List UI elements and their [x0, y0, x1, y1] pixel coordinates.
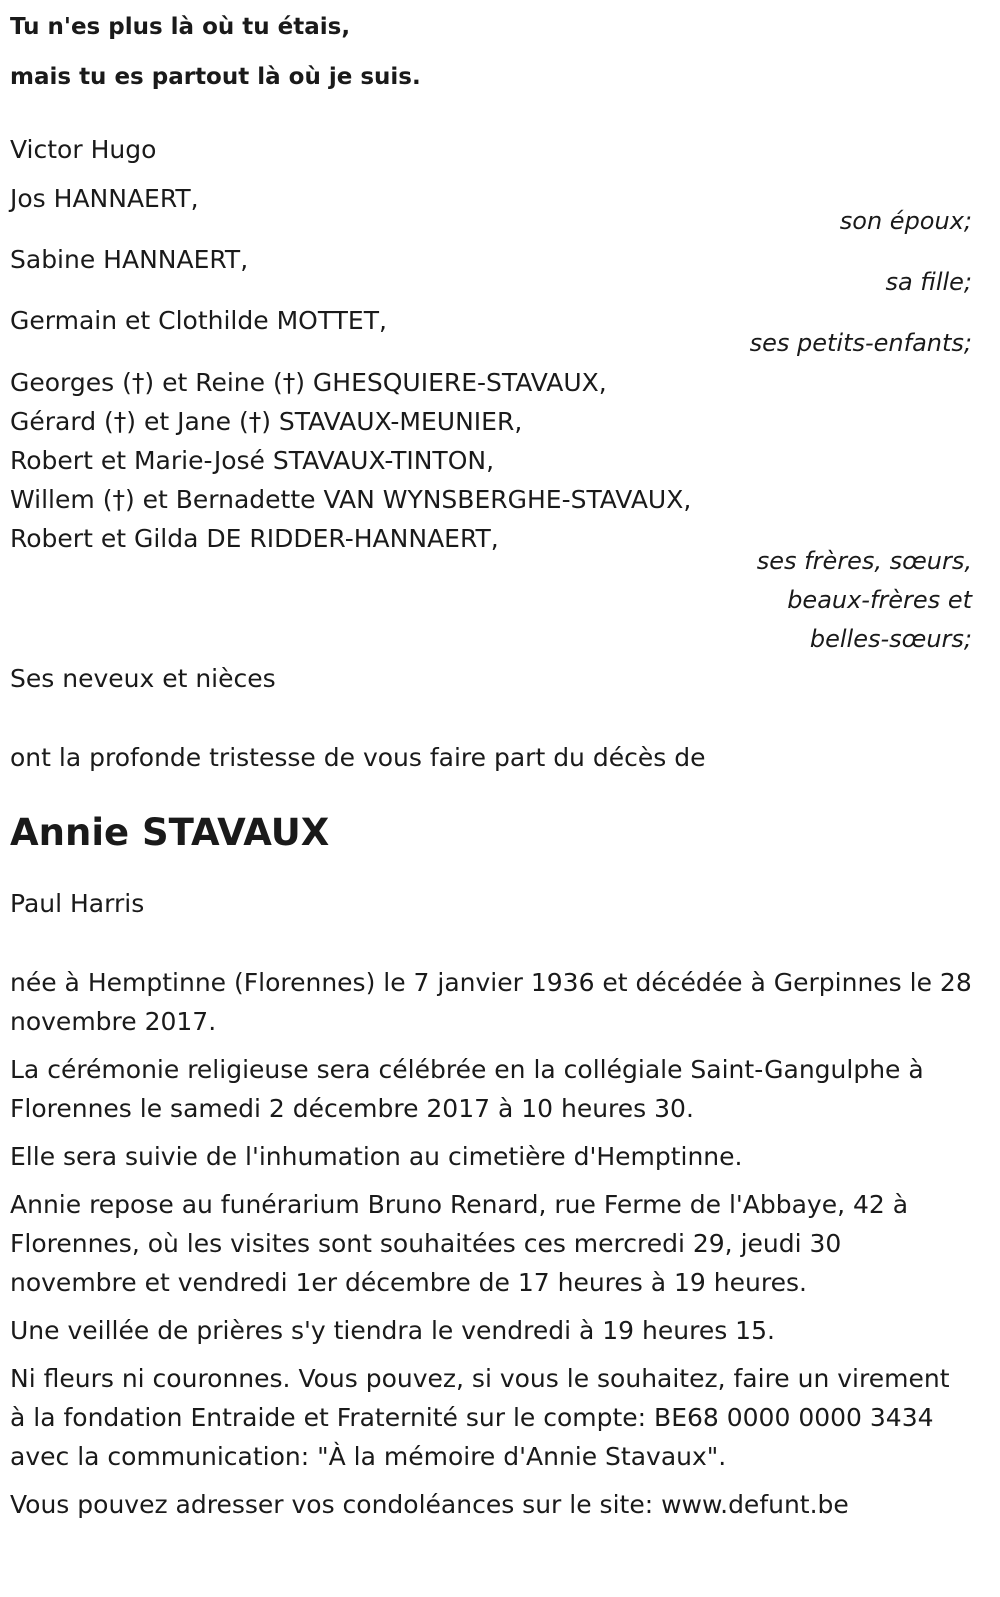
- family-daughter: [10, 240, 972, 302]
- donations-paragraph: Ni fleurs ni couronnes. Vous pouvez, si vous le souhaitez, faire un virement à la fondation Entraide et Fraternité sur le compte: BE68 0000 0000 3434 avec la communication: "À la mémoire d'Annie Stavaux".: [10, 1364, 950, 1471]
- deceased-name: Annie STAVAUX: [10, 811, 330, 854]
- sibling-line: Georges (†) et Reine (†) GHESQUIERE-STAVAUX,: [10, 368, 607, 397]
- burial-paragraph: Elle sera suivie de l'inhumation au cimetière d'Hemptinne.: [10, 1142, 743, 1171]
- grandchildren-relation: ses petits-enfants;: [749, 329, 972, 357]
- nephews-line: Ses neveux et nièces: [10, 664, 276, 693]
- sibling-line: Robert et Gilda DE RIDDER-HANNAERT,: [10, 524, 499, 553]
- daughter-name: Sabine HANNAERT,: [10, 245, 249, 274]
- obituary-notice: [10, 0, 972, 1524]
- daughter-relation: sa fille;: [885, 268, 972, 296]
- family-grandchildren: [10, 301, 972, 363]
- sibling-line: Gérard (†) et Jane (†) STAVAUX-MEUNIER,: [10, 407, 523, 436]
- quote-block: [10, 2, 972, 102]
- siblings-relation-line-2: beaux-frères et: [787, 586, 972, 614]
- quote-author: Victor Hugo: [10, 135, 157, 164]
- family-siblings: [10, 363, 972, 659]
- vigil-paragraph: Une veillée de prières s'y tiendra le vendredi à 19 heures 15.: [10, 1316, 775, 1345]
- sibling-line: Willem (†) et Bernadette VAN WYNSBERGHE-STAVAUX,: [10, 485, 692, 514]
- quote-line-2: mais tu es partout là où je suis.: [10, 64, 421, 90]
- spouse-name: Jos HANNAERT,: [10, 184, 199, 213]
- condolences-paragraph: Vous pouvez adresser vos condoléances sur le site: www.defunt.be: [10, 1490, 849, 1519]
- visits-paragraph: Annie repose au funérarium Bruno Renard, rue Ferme de l'Abbaye, 42 à Florennes, où les visites sont souhaitées ces mercredi 29, jeudi 30 novembre et vendredi 1er décembre de 17 heures à 19 heures.: [10, 1190, 909, 1297]
- sibling-line: Robert et Marie-José STAVAUX-TINTON,: [10, 446, 495, 475]
- siblings-relation-line-1: ses frères, sœurs,: [756, 547, 972, 575]
- birth-death-paragraph: née à Hemptinne (Florennes) le 7 janvier 1936 et décédée à Gerpinnes le 28 novembre 2017.: [10, 968, 972, 1036]
- quote-line-1: Tu n'es plus là où tu étais,: [10, 14, 351, 40]
- announcement-line: ont la profonde tristesse de vous faire part du décès de: [10, 743, 706, 772]
- ceremony-paragraph: La cérémonie religieuse sera célébrée en la collégiale Saint-Gangulphe à Florennes le samedi 2 décembre 2017 à 10 heures 30.: [10, 1055, 924, 1123]
- siblings-relation-line-3: belles-sœurs;: [809, 625, 972, 653]
- spouse-relation: son époux;: [839, 207, 972, 235]
- family-spouse: [10, 179, 972, 241]
- deceased-distinction: Paul Harris: [10, 889, 145, 918]
- grandchildren-name: Germain et Clothilde MOTTET,: [10, 306, 387, 335]
